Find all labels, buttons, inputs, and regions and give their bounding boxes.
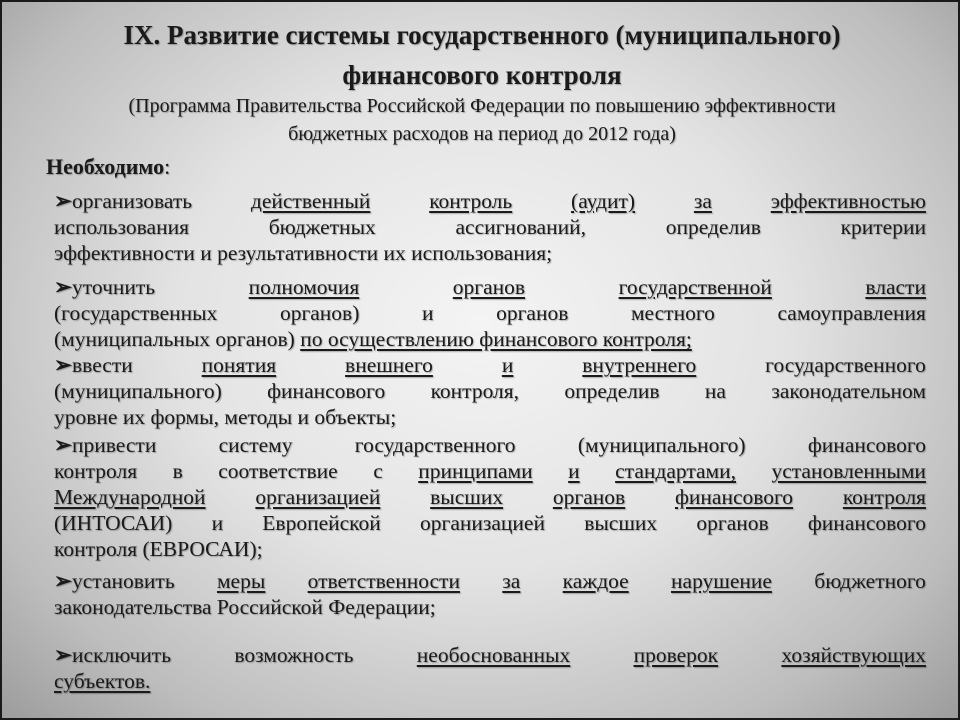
bullet-text: каждое bbox=[562, 569, 629, 593]
bullet-text: Международной bbox=[54, 485, 206, 509]
bullet-item bbox=[54, 568, 926, 620]
arrow-bullet-icon: ➢ bbox=[54, 643, 73, 667]
bullet-text: государственного bbox=[765, 353, 926, 377]
bullet-text: ввести bbox=[72, 353, 133, 377]
slide-title-line-1: IX. Развитие системы государственного (муниципального) bbox=[123, 20, 841, 50]
bullet-text: высших bbox=[584, 511, 658, 535]
bullet-line bbox=[54, 378, 926, 404]
bullet-text: контроля, bbox=[430, 379, 520, 403]
subtitle-line-2: бюджетных расходов на период до 2012 года) bbox=[288, 123, 676, 145]
bullet-line bbox=[54, 188, 926, 214]
bullet-text: меры bbox=[216, 569, 266, 593]
bullet-first-word bbox=[54, 642, 171, 668]
bullet-text: критерии bbox=[840, 215, 926, 239]
bullet-text: контроля bbox=[54, 459, 138, 483]
bullet-text: органов bbox=[452, 275, 526, 299]
bullet-text: и bbox=[568, 459, 580, 483]
bullet-text: стандартами, bbox=[615, 459, 737, 483]
bullet-text: субъектов. bbox=[54, 669, 151, 693]
bullet-text: внутреннего bbox=[582, 353, 697, 377]
bullet-line bbox=[54, 214, 926, 240]
bullet-line bbox=[54, 536, 926, 562]
bullet-text: контроля (ЕВРОСАИ); bbox=[54, 537, 263, 561]
bullet-text: финансового bbox=[807, 433, 926, 457]
lead-colon: : bbox=[164, 154, 171, 179]
arrow-bullet-icon: ➢ bbox=[54, 189, 73, 213]
bullet-line bbox=[54, 510, 926, 536]
bullet-text: бюджетного bbox=[814, 569, 926, 593]
bullet-line bbox=[54, 568, 926, 594]
bullet-text: на bbox=[704, 379, 726, 403]
bullet-text: бюджетных bbox=[268, 215, 376, 239]
bullet-item bbox=[54, 274, 926, 352]
bullet-item bbox=[54, 642, 926, 694]
bullet-text: установить bbox=[72, 569, 175, 593]
bullet-first-word bbox=[54, 274, 155, 300]
bullet-text: законодательном bbox=[771, 379, 926, 403]
bullet-text: (ИНТОСАИ) bbox=[54, 511, 173, 535]
bullet-text: финансового bbox=[674, 485, 794, 509]
bullet-text: за bbox=[502, 569, 521, 593]
arrow-bullet-icon: ➢ bbox=[54, 353, 73, 377]
bullet-line bbox=[54, 404, 926, 430]
bullet-first-word bbox=[54, 188, 192, 214]
bullet-first-word bbox=[54, 568, 175, 594]
bullet-first-word bbox=[54, 352, 133, 378]
lead-bold: Необходимо bbox=[46, 154, 165, 179]
bullet-text: и bbox=[501, 353, 514, 377]
bullet-text: эффективностью bbox=[770, 189, 926, 213]
bullet-text: финансового bbox=[807, 511, 926, 535]
bullet-text: проверок bbox=[633, 643, 719, 667]
bullet-text: (муниципального) bbox=[54, 379, 222, 403]
bullet-text: в bbox=[172, 459, 183, 483]
bullet-item bbox=[54, 188, 926, 266]
bullet-line bbox=[54, 300, 926, 326]
bullet-text: за bbox=[693, 189, 712, 213]
bullet-text: нарушение bbox=[671, 569, 772, 593]
bullet-line bbox=[54, 594, 926, 620]
bullet-text: по осуществлению финансового контроля; bbox=[300, 327, 692, 351]
bullet-text: понятия bbox=[201, 353, 277, 377]
lead-text bbox=[46, 152, 170, 182]
bullet-text: уровне их формы, методы и объекты; bbox=[54, 405, 397, 429]
bullet-text: (муниципальных органов) bbox=[54, 327, 301, 351]
bullet-text: внешнего bbox=[345, 353, 433, 377]
bullet-text: эффективности и результативности их использования; bbox=[54, 241, 553, 265]
bullet-text: (аудит) bbox=[571, 189, 636, 213]
bullet-text: законодательства Российской Федерации; bbox=[54, 595, 436, 619]
bullet-text: Европейской bbox=[262, 511, 381, 535]
bullet-text: определив bbox=[564, 379, 660, 403]
bullet-line bbox=[54, 274, 926, 300]
bullet-text: власти bbox=[865, 275, 926, 299]
bullet-line bbox=[54, 642, 926, 668]
bullet-text: организацией bbox=[420, 511, 545, 535]
bullet-first-word bbox=[54, 432, 156, 458]
arrow-bullet-icon: ➢ bbox=[54, 433, 73, 457]
bullet-text: полномочия bbox=[248, 275, 360, 299]
bullet-text: принципами bbox=[418, 459, 533, 483]
bullet-text: необоснованных bbox=[416, 643, 571, 667]
bullet-text: систему bbox=[218, 433, 293, 457]
bullet-text: и bbox=[211, 511, 224, 535]
bullet-line bbox=[54, 484, 926, 510]
slide-title-line-2: финансового контроля bbox=[342, 60, 622, 90]
bullet-text: установленными bbox=[771, 459, 926, 483]
bullet-text: действенный bbox=[250, 189, 371, 213]
bullet-text: органов bbox=[696, 511, 769, 535]
bullet-text: (муниципального) bbox=[577, 433, 746, 457]
bullet-text: с bbox=[373, 459, 383, 483]
bullet-text: определив bbox=[665, 215, 761, 239]
bullet-text: исключить bbox=[72, 643, 172, 667]
bullet-line bbox=[54, 326, 926, 352]
bullet-line bbox=[54, 240, 926, 266]
subtitle-line-1: (Программа Правительства Российской Федерации по повышению эффективности bbox=[128, 95, 836, 117]
bullet-text: органов bbox=[552, 485, 626, 509]
bullet-item bbox=[54, 432, 926, 562]
bullet-line bbox=[54, 458, 926, 484]
bullet-text: контроль bbox=[429, 189, 513, 213]
bullet-text: и bbox=[421, 301, 434, 325]
bullet-text: соответствие bbox=[218, 459, 338, 483]
bullet-text: хозяйствующих bbox=[781, 643, 926, 667]
bullet-text: органов bbox=[496, 301, 569, 325]
bullet-line bbox=[54, 432, 926, 458]
bullet-text: ответственности bbox=[307, 569, 460, 593]
bullet-text: государственной bbox=[618, 275, 772, 299]
bullet-text: местного bbox=[630, 301, 715, 325]
bullet-text: органов) bbox=[279, 301, 360, 325]
bullet-text: использования bbox=[54, 215, 189, 239]
bullet-text: контроля bbox=[842, 485, 926, 509]
bullet-text: уточнить bbox=[72, 275, 156, 299]
arrow-bullet-icon: ➢ bbox=[54, 569, 73, 593]
arrow-bullet-icon: ➢ bbox=[54, 275, 73, 299]
bullet-text: организовать bbox=[72, 189, 193, 213]
bullet-text: государственного bbox=[354, 433, 516, 457]
bullet-text: финансового bbox=[267, 379, 386, 403]
bullet-text: (государственных bbox=[54, 301, 218, 325]
bullet-line bbox=[54, 352, 926, 378]
bullet-text: высших bbox=[430, 485, 504, 509]
bullet-text: самоуправления bbox=[777, 301, 926, 325]
bullet-text: возможность bbox=[234, 643, 354, 667]
bullet-line bbox=[54, 668, 926, 694]
bullet-item bbox=[54, 352, 926, 430]
bullet-text: организацией bbox=[255, 485, 381, 509]
bullet-text: ассигнований, bbox=[455, 215, 586, 239]
bullet-text: привести bbox=[72, 433, 157, 457]
